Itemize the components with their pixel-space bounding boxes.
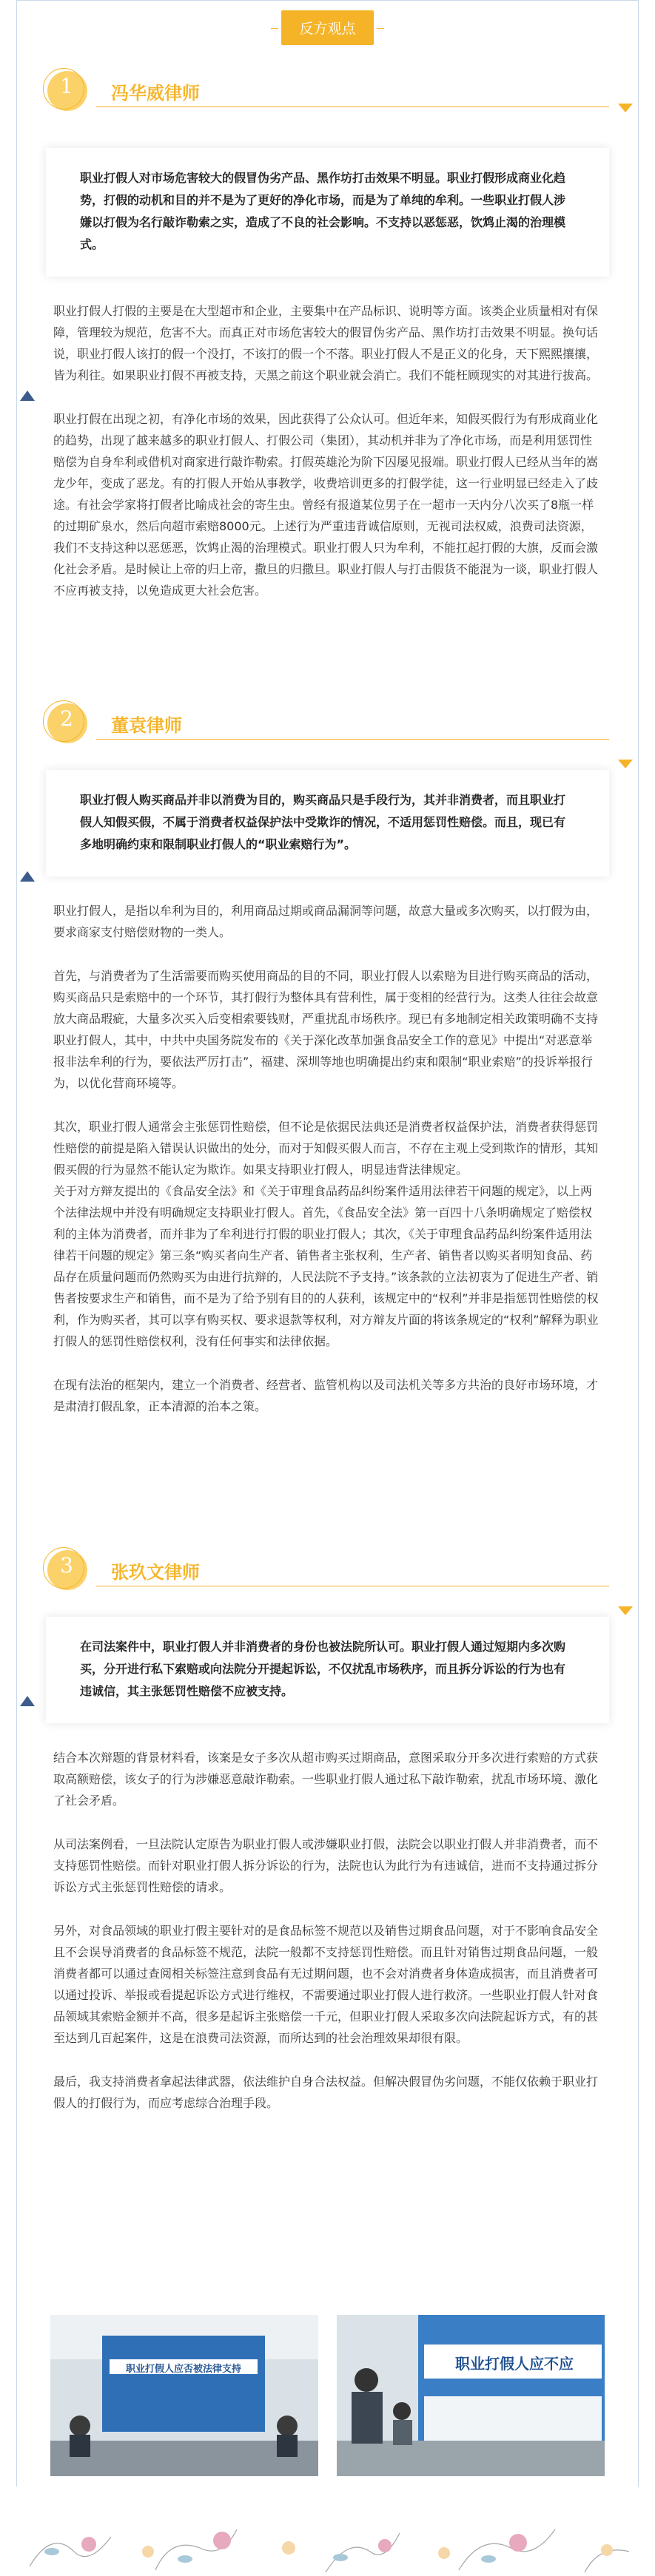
paragraph: 职业打假人打假的主要是在大型超市和企业，主要集中在产品标识、说明等方面。该类企业质量相对有保障，管理较为规范，危害不大。而真正对市场危害较大的假冒伪劣产品、黑作坊打击效果不明显。换句话说，职业打假人该打的假一个没打，不该打的假一个不落。职业打假人不是正义的化身，天下熙熙攘攘，皆为利往。如果职业打假不再被支持，天黑之前这个职业就会消亡。我们不能枉顾现实的对其进行拔高。 bbox=[53, 304, 599, 382]
corner-marker bbox=[618, 760, 633, 768]
corner-marker bbox=[618, 1606, 633, 1615]
paragraph: 另外，对食品领域的职业打假主要针对的是食品标签不规范以及销售过期食品问题，对于不影响食品安全且不会误导消费者的食品标签不规范，法院一般都不支持惩罚性赔偿。而且针对销售过期食品问题，一般消费者都可以通过查阅相关标签注意到食品有无过期问题，也不会对消费者身体造成损害，而且消费者可以通过投诉、举报或看提起诉讼方式进行维权，不需要通过职业打假人进行救济。一些职业打假人针对食品领域其索赔金额并不高，很多是起诉主张赔偿一千元，但职业打假人采取多次向法院起诉方式，有的甚至达到几百起案件，这是在浪费司法资源，而所达到的社会治理效果却很有限。 bbox=[53, 1924, 599, 2045]
section-header bbox=[16, 59, 639, 127]
section-header bbox=[16, 1538, 639, 1606]
summary-box: 在司法案件中，职业打假人并非消费者的身份也被法院所认可。职业打假人通过短期内多次购买，分开进行私下索赔或向法院分开提起诉讼，不仅扰乱市场秩序，而且拆分诉讼的行为也有违诚信，其主张惩罚性赔偿不应被支持。 bbox=[46, 1617, 609, 1723]
section-2 bbox=[16, 692, 639, 1439]
speaker-name: 董袁律师 bbox=[111, 715, 182, 736]
summary-box: 职业打假人对市场危害较大的假冒伪劣产品、黑作坊打击效果不明显。职业打假形成商业化趋势，打假的动机和目的并不是为了更好的净化市场，而是为了单纯的牟利。一些职业打假人涉嫌以打假为名行敲诈勒索之实，造成了不良的社会影响。不支持以恶惩恶，饮鸩止渴的治理模式。 bbox=[46, 148, 609, 277]
paragraph: 首先，与消费者为了生活需要而购买使用商品的目的不同，职业打假人以索赔为目进行购买商品的活动，购买商品只是索赔中的一个环节，其打假行为整体具有营利性，属于变相的经营行为。这类人往往会故意放大商品瑕疵，大量多次买入后变相索要钱财，严重扰乱市场秩序。现已有多地制定相关政策明确不支持职业打假人，其中，中共中央国务院发布的《关于深化改革加强食品安全工作的意见》中提出“对恶意举报非法牟利的行为，要依法严厉打击”，福建、深圳等地也明确提出约束和限制“职业索赔”的投诉举报行为，以优化营商环境等。 bbox=[53, 969, 599, 1090]
photo-illustration bbox=[50, 2315, 318, 2476]
corner-marker bbox=[20, 871, 35, 882]
corner-marker bbox=[20, 391, 35, 401]
photo-illustration bbox=[337, 2315, 605, 2476]
section-body bbox=[46, 876, 609, 1417]
corner-marker bbox=[618, 104, 633, 112]
summary-box: 职业打假人购买商品并非以消费为目的，购买商品只是手段行为，其并非消费者，而且职业打假人知假买假，不属于消费者权益保护法中受欺诈的情况，不适用惩罚性赔偿。而且，现已有多地明确约束和限制职业打假人的“职业索赔行为”。 bbox=[46, 770, 609, 876]
paragraph: 最后，我支持消费者拿起法律武器，依法维护自身合法权益。但解决假冒伪劣问题，不能仅依赖于职业打假人的打假行为，而应考虑综合治理手段。 bbox=[53, 2075, 599, 2110]
paragraph: 在现有法治的框架内，建立一个消费者、经营者、监管机构以及司法机关等多方共治的良好市场环境，才是肃清打假乱象，正本清源的治本之策。 bbox=[53, 1378, 599, 1413]
paragraph: 结合本次辩题的背景材料看，该案是女子多次从超市购买过期商品，意图采取分开多次进行索赔的方式获取高额赔偿，该女子的行为涉嫌恶意敲诈勒索。一些职业打假人通过私下敲诈勒索，扰乱市场环境、激化了社会矛盾。 bbox=[53, 1751, 599, 1808]
number-badge: 1 bbox=[43, 68, 90, 115]
speaker-name: 张玖文律师 bbox=[111, 1562, 200, 1583]
event-photo-right bbox=[337, 2315, 605, 2476]
header-underline bbox=[96, 739, 609, 740]
section-1 bbox=[16, 59, 639, 623]
section-3 bbox=[16, 1538, 639, 2136]
paragraph: 其次，职业打假人通常会主张惩罚性赔偿，但不论是依据民法典还是消费者权益保护法，消费者获得惩罚性赔偿的前提是陷入错误认识做出的处分，而对于知假买假人而言，不存在主观上受到欺诈的情形，其知假买假的行为显然不能认定为欺诈。如果支持职业打假人，明显违背法律规定。 关于对方辩友提出的《食品安全法》和《关于审理食品药品纠纷案件适用法律若干问题的规定》，以上两个法律法规中并没有明确规定支持职业打假人。首先，《食品安全法》第一百四十八条明确规定了赔偿权利的主体为消费者，而并非为了牟利进行打假的职业打假人；其次，《关于审理食品药品纠纷案件适用法律若干问题的规定》第三条“购买者向生产者、销售者主张权利，生产者、销售者以购买者明知食品、药品存在质量问题而仍然购买为由进行抗辩的，人民法院不予支持。”该条款的立法初衷为了促进生产者、销售者按要求生产和销售，而不是为了给予别有目的的人获利，该规定中的“权利”并非是指惩罚性赔偿的权利，作为购买者，其可以享有购买权、要求退款等权利，对方辩友片面的将该条规定的“权利”解释为职业打假人的惩罚性赔偿权利，没有任何事实和法律依据。 bbox=[53, 1120, 599, 1348]
corner-marker bbox=[20, 1696, 35, 1706]
section-header bbox=[16, 692, 639, 760]
paragraph: 职业打假在出现之初，有净化市场的效果，因此获得了公众认可。但近年来，知假买假行为有形成商业化的趋势，出现了越来越多的职业打假人、打假公司（集团），其动机并非为了净化市场，而是利用惩罚性赔偿为自身牟利或借机对商家进行敲诈勒索。打假英雄沦为阶下囚屡见报端。职业打假人已经从当年的嵩龙少年，变成了恶龙。有的打假人开始从事教学，收费培训更多的打假学徒，这一行业明显已经走入了歧途。有社会学家将打假者比喻成社会的寄生虫。曾经有报道某位男子在一超市一天内分八次买了8瓶一样的过期矿泉水，然后向超市索赔8000元。上述行为严重违背诚信原则，无视司法权威，浪费司法资源，我们不支持这种以恶惩恶，饮鸩止渴的治理模式。职业打假人只为牟利，不能扛起打假的大旗，反而会激化社会矛盾。是时候让上帝的归上帝，撒旦的归撒旦。职业打假人与打击假货不能混为一谈，职业打假人不应再被支持，以免造成更大社会危害。 bbox=[53, 412, 599, 598]
floral-ornament bbox=[0, 2507, 655, 2576]
section-body bbox=[46, 277, 609, 601]
photo-banner-text: 职业打假人应不应 bbox=[455, 2355, 574, 2373]
speaker-name: 冯华威律师 bbox=[111, 83, 200, 104]
event-photo-left bbox=[50, 2315, 318, 2476]
header bbox=[0, 10, 655, 45]
paragraph: 从司法案例看，一旦法院认定原告为职业打假人或涉嫌职业打假，法院会以职业打假人并非消费者，而不支持惩罚性赔偿。而针对职业打假人拆分诉讼的行为，法院也认为此行为有违诚信，进而不支持通过拆分诉讼方式主张惩罚性赔偿的请求。 bbox=[53, 1837, 599, 1894]
number-badge: 2 bbox=[43, 700, 90, 748]
number-badge: 3 bbox=[43, 1547, 90, 1595]
paragraph: 职业打假人，是指以牟利为目的，利用商品过期或商品漏洞等问题，故意大量或多次购买，以打假为由，要求商家支付赔偿财物的一类人。 bbox=[53, 904, 599, 939]
page-title: 反方观点 bbox=[281, 10, 373, 45]
photo-banner-text: 职业打假人应否被法律支持 bbox=[125, 2364, 241, 2375]
section-body bbox=[46, 1723, 609, 2114]
